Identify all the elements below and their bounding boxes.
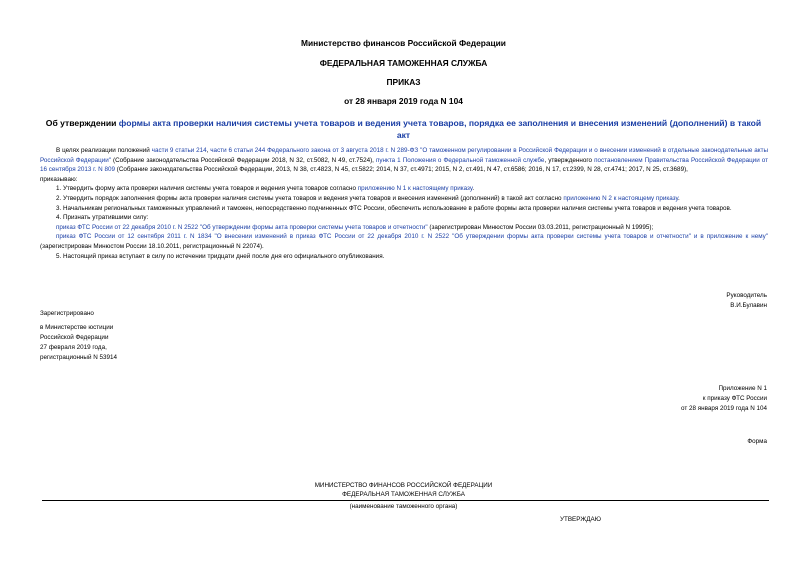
link-regulation-fts[interactable]: пункта 1 Положения о Федеральной таможенной службе [375, 156, 545, 164]
link-order-1834[interactable]: приказ ФТС России от 12 сентября 2011 г. N 1834 "О внесении изменений в приказ ФТС России от 22 декабря 2010 г. N 2522 "Об утверждении формы акта проверки системы учета товаров и отчетности" и в приложение к нему" [56, 233, 768, 241]
link-appendix-2[interactable]: приложению N 2 к настоящему приказу [563, 194, 679, 202]
appendix-line-3: от 28 января 2019 года N 104 [680, 405, 767, 412]
title-prefix: Об утверждении [45, 118, 119, 128]
title-link[interactable]: формы акта проверки наличия системы учета товаров и ведения учета товаров, порядка ее заполнения и внесения изменений (дополнений) в такой акт [118, 118, 762, 140]
preamble-text-4: , утвержденного [544, 156, 595, 164]
item-2-end: . [678, 194, 680, 202]
item-4a-text: (зарегистрирован Минюстом России 03.03.2011, регистрационный N 19995); [427, 223, 654, 231]
link-government-decree[interactable]: постановлением Правительства Российской Федерации от 16 сентября 2013 г. N 809 [40, 156, 768, 174]
signature-name: В.И.Булавин [730, 302, 767, 309]
document-body [40, 146, 768, 261]
item-4b-text: (зарегистрирован Минюстом России 18.10.2011, регистрационный N 22074). [40, 242, 264, 250]
form-divider [42, 500, 769, 501]
item-1-end: . [472, 185, 475, 193]
item-4: 4. Признать утратившими силу: [56, 214, 149, 222]
registration-line-2: в Министерстве юстиции [40, 324, 114, 331]
item-4a [40, 223, 768, 233]
item-1 [40, 184, 768, 194]
appendix-block [681, 384, 767, 414]
registration-line-5: регистрационный N 53914 [40, 354, 118, 361]
header-doc-type: ПРИКАЗ [386, 77, 421, 87]
signature-block [726, 291, 767, 311]
link-order-2522[interactable]: приказ ФТС России от 22 декабря 2010 г. N 2522 "Об утверждении формы акта проверки системы учета товаров и отчетности" [56, 223, 428, 231]
form-ministry: МИНИСТЕРСТВО ФИНАНСОВ РОССИЙСКОЙ ФЕДЕРАЦИИ [314, 482, 493, 489]
item-1-text: 1. Утвердить форму акта проверки наличия системы учета товаров и ведения учета товаров согласно [56, 185, 358, 193]
form-customs-caption: (наименование таможенного органа) [349, 503, 458, 510]
document-title [42, 117, 765, 141]
form-approve: УТВЕРЖДАЮ [560, 516, 602, 523]
orders-line: приказываю: [40, 175, 78, 183]
item-2 [40, 194, 768, 204]
link-article-214[interactable]: части 9 статьи 214 [151, 147, 207, 154]
link-appendix-1[interactable]: приложению N 1 к настоящему приказу [357, 185, 473, 193]
registration-block [40, 309, 117, 363]
preamble-text-3: (Собрание законодательства Российской Федерации 2018, N 32, ст.5082, N 49, ст.7524), [111, 156, 376, 164]
form-service: ФЕДЕРАЛЬНАЯ ТАМОЖЕННАЯ СЛУЖБА [342, 491, 465, 498]
registration-line-4: 27 февраля 2019 года, [40, 344, 107, 351]
header-ministry: Министерство финансов Российской Федерации [301, 38, 506, 48]
appendix-line-2: к приказу ФТС России [702, 395, 767, 402]
link-article-244[interactable]: части 6 статьи 244 Федерального закона от 3 августа 2018 г. N 289-ФЗ "О таможенном регулировании в Российской Федерации и о внесении изменений в отдельные законодательные акты Российской Федерации" [40, 147, 768, 164]
preamble-text-1: В целях реализации положений [56, 147, 152, 154]
preamble-text-2: , [206, 147, 211, 154]
item-3: 3. Начальникам региональных таможенных управлений и таможен, непосредственно подчиненных ФТС России, обеспечить использование в работе формы акта проверки наличия системы учета товаров и ведения учета товаров. [56, 204, 732, 212]
preamble-text-5: (Собрание законодательства Российской Федерации, 2013, N 38, ст.4823, N 45, ст.5822; 2014, N 37, ст.4971; 2015, N 2, ст.491, N 47, ст.6586; 2016, N 17, ст.2399, N 28, ст.4741; 2017, N 25, ст.3689), [114, 166, 688, 174]
registration-line-1: Зарегистрировано [40, 310, 94, 317]
item-2-text: 2. Утвердить порядок заполнения формы акта проверки наличия системы учета товаров и ведения учета товаров и внесения изменений (дополнений) в такой акт согласно [56, 194, 564, 202]
preamble-paragraph [40, 146, 768, 175]
form-label: Форма [747, 438, 767, 445]
header-date-number: от 28 января 2019 года N 104 [344, 96, 463, 106]
header-service: ФЕДЕРАЛЬНАЯ ТАМОЖЕННАЯ СЛУЖБА [319, 58, 488, 68]
registration-line-3: Российской Федерации [40, 334, 109, 341]
signature-role: Руководитель [726, 292, 767, 299]
item-4b [40, 232, 768, 251]
appendix-line-1: Приложение N 1 [718, 385, 767, 392]
item-5: 5. Настоящий приказ вступает в силу по истечении тридцати дней после дня его официального опубликования. [56, 252, 385, 260]
